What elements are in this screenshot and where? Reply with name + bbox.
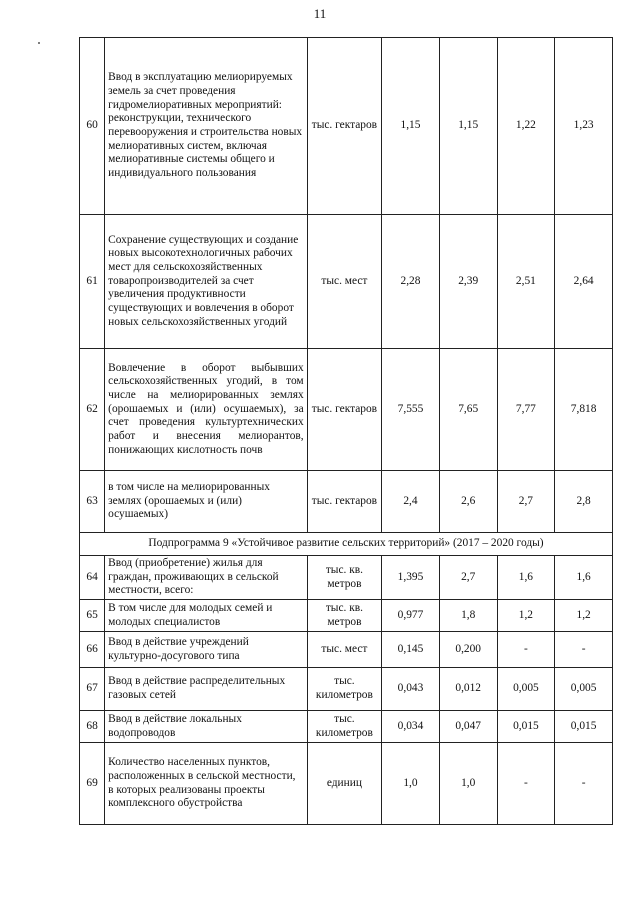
value-col-2: 1,8 <box>439 600 497 632</box>
value-col-4: 7,818 <box>555 349 613 471</box>
row-number: 66 <box>80 632 105 668</box>
table-row <box>80 711 613 743</box>
scan-speck <box>38 42 40 44</box>
row-number: 60 <box>80 38 105 215</box>
value-col-2: 2,6 <box>439 471 497 533</box>
row-number: 69 <box>80 743 105 825</box>
value-col-4: 1,2 <box>555 600 613 632</box>
value-col-2: 0,012 <box>439 668 497 711</box>
unit-of-measure: единиц <box>307 743 381 825</box>
table-row <box>80 349 613 471</box>
table-row <box>80 38 613 215</box>
table-row <box>80 471 613 533</box>
indicator-description: Ввод (приобретение) жилья для граждан, проживающих в сельской местности, всего: <box>105 556 307 600</box>
value-col-1: 0,034 <box>382 711 440 743</box>
value-col-3: 1,22 <box>497 38 555 215</box>
value-col-3: 0,005 <box>497 668 555 711</box>
unit-of-measure: тыс. гектаров <box>307 38 381 215</box>
value-col-2: 2,7 <box>439 556 497 600</box>
unit-of-measure: тыс. мест <box>307 215 381 349</box>
page-number: 11 <box>313 6 327 21</box>
subprogram-row <box>80 533 613 556</box>
value-col-4: - <box>555 743 613 825</box>
indicator-description: Ввод в действие локальных водопроводов <box>105 711 307 743</box>
table-row <box>80 600 613 632</box>
unit-of-measure: тыс. гектаров <box>307 349 381 471</box>
table-row <box>80 668 613 711</box>
value-col-3: 1,6 <box>497 556 555 600</box>
indicator-description: Ввод в действие распределительных газовых сетей <box>105 668 307 711</box>
value-col-1: 2,4 <box>382 471 440 533</box>
row-number: 62 <box>80 349 105 471</box>
value-col-3: - <box>497 743 555 825</box>
table-row <box>80 215 613 349</box>
table-row <box>80 743 613 825</box>
indicator-description: Ввод в действие учреждений культурно-досугового типа <box>105 632 307 668</box>
value-col-1: 0,977 <box>382 600 440 632</box>
value-col-3: - <box>497 632 555 668</box>
value-col-3: 0,015 <box>497 711 555 743</box>
unit-of-measure: тыс. мест <box>307 632 381 668</box>
value-col-4: - <box>555 632 613 668</box>
value-col-4: 1,23 <box>555 38 613 215</box>
row-number: 68 <box>80 711 105 743</box>
value-col-4: 0,005 <box>555 668 613 711</box>
subprogram-heading: Подпрограмма 9 «Устойчивое развитие сельских территорий» (2017 – 2020 годы) <box>80 533 613 556</box>
value-col-1: 1,395 <box>382 556 440 600</box>
value-col-2: 1,0 <box>439 743 497 825</box>
value-col-2: 1,15 <box>439 38 497 215</box>
unit-of-measure: тыс. километров <box>307 668 381 711</box>
row-number: 61 <box>80 215 105 349</box>
value-col-1: 0,043 <box>382 668 440 711</box>
unit-of-measure: тыс. километров <box>307 711 381 743</box>
value-col-1: 2,28 <box>382 215 440 349</box>
value-col-4: 2,8 <box>555 471 613 533</box>
row-number: 65 <box>80 600 105 632</box>
value-col-1: 1,15 <box>382 38 440 215</box>
value-col-2: 2,39 <box>439 215 497 349</box>
value-col-4: 1,6 <box>555 556 613 600</box>
indicators-table <box>79 37 613 825</box>
unit-of-measure: тыс. кв. метров <box>307 556 381 600</box>
value-col-3: 2,7 <box>497 471 555 533</box>
table-row <box>80 556 613 600</box>
value-col-3: 2,51 <box>497 215 555 349</box>
value-col-2: 7,65 <box>439 349 497 471</box>
row-number: 63 <box>80 471 105 533</box>
value-col-1: 1,0 <box>382 743 440 825</box>
unit-of-measure: тыс. гектаров <box>307 471 381 533</box>
row-number: 67 <box>80 668 105 711</box>
indicator-description: В том числе для молодых семей и молодых специалистов <box>105 600 307 632</box>
value-col-4: 2,64 <box>555 215 613 349</box>
indicator-description: Ввод в эксплуатацию мелиорируемых земель за счет проведения гидромелиоративных мероприятий: реконструкции, технического перевооружения и строительства новых мелиоративных систем, включая мелиоративные системы общего и индивидуального пользования <box>105 38 307 215</box>
value-col-3: 1,2 <box>497 600 555 632</box>
table-row <box>80 632 613 668</box>
value-col-4: 0,015 <box>555 711 613 743</box>
value-col-2: 0,200 <box>439 632 497 668</box>
value-col-2: 0,047 <box>439 711 497 743</box>
value-col-3: 7,77 <box>497 349 555 471</box>
value-col-1: 7,555 <box>382 349 440 471</box>
indicator-description: в том числе на мелиорированных землях (орошаемых и (или) осушаемых) <box>105 471 307 533</box>
indicator-description: Вовлечение в оборот выбывших сельскохозяйственных угодий, в том числе на мелиорированных землях (орошаемых и (или) осушаемых), за счет проведения культуртехнических работ и внесения мелиорантов, понижающих кислотность почв <box>105 349 307 471</box>
indicator-description: Количество населенных пунктов, расположенных в сельской местности, в которых реализованы проекты комплексного обустройства <box>105 743 307 825</box>
indicator-description: Сохранение существующих и создание новых высокотехнологичных рабочих мест для сельскохозяйственных товаропроизводителей за счет увеличения продуктивности существующих и вовлечения в оборот новых сельскохозяйственных угодий <box>105 215 307 349</box>
row-number: 64 <box>80 556 105 600</box>
unit-of-measure: тыс. кв. метров <box>307 600 381 632</box>
value-col-1: 0,145 <box>382 632 440 668</box>
